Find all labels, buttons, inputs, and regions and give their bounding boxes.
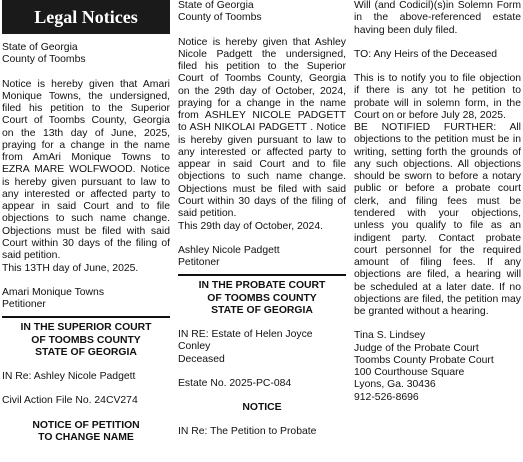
- notice-4-body-1: This is to notify you to file objection if there is any tot he petition to probate will in solemn form, in the Court on or before July 28, 2025.: [354, 73, 521, 121]
- column-3: [354, 0, 521, 462]
- notice-1-body: Notice is hereby given that Amari Monique Towns, the undersigned, filed his petition to the Superior Court of Toombs County, Georgia on the 13th day of June, 2025, praying for a change in the name from AmAri Monique Towns to EZRA MARE WOLFWOOD. Notice is hereby given pursuant to law to any interested or affected party to appear in said Court and to file objections to such name change. Objections must be filed with said Court within 30 days of the filing of said petition.: [2, 78, 170, 262]
- notice-2-court: IN THE SUPERIOR COURT OF TOOMBS COUNTY STATE OF GEORGIA: [20, 322, 152, 358]
- section-header: Legal Notices: [2, 0, 170, 34]
- notice-3-date: This 29th day of October, 2024.: [178, 220, 323, 232]
- notice-4-petition: IN Re: The Petition to Probate: [178, 426, 317, 438]
- notice-1-address: State of Georgia County of Toombs: [2, 42, 86, 66]
- notice-4-estate-number: Estate No. 2025-PC-084: [178, 377, 292, 389]
- notice-2-file-number: Civil Action File No. 24CV274: [2, 395, 138, 407]
- notice-1-date: This 13TH day of June, 2025.: [2, 262, 139, 274]
- notice-3-signer: Ashley Nicole Padgett Petitoner: [178, 244, 280, 269]
- notice-4-title: NOTICE: [242, 402, 282, 414]
- notice-1-signer: Amari Monique Towns Petitioner: [2, 286, 105, 311]
- divider: [2, 316, 170, 318]
- notice-3-body: Notice is hereby given that Ashley Nicole Padgett the undersigned, filed his petition to the Superior Court of Toombs County, Georgia on the 29th day of October, 2024, praying for a change in the name from ASHLEY NICOLE PADGETT to ASH NIKOLAI PADGETT . Notice is hereby given pursuant to law to any interested or affected party to appear in said Court and to file objections to such name change. Objections must be filed with said Court within 30 days of the filing of said petition.: [178, 36, 346, 220]
- notice-4-body-2: BE NOTIFIED FURTHER: All objections to the petition must be in writing, setting forth the grounds of any such objections. All objections should be sworn to before a notary public or before a probate court clerk, and filing fees must be tendered with your objections, unless you qualify to file as an indigent party. Contact probate court personnel for the required amount of filing fees. If any objections are filed, a hearing will be scheduled at a later date. If no objections are filed, the petition may be granted without a hearing.: [354, 122, 521, 318]
- column-2: [178, 0, 346, 462]
- column-1: [2, 0, 170, 462]
- notice-4-signer: Tina S. Lindsey Judge of the Probate Court Toombs County Probate Court 100 Courthouse Square Lyons, Ga. 30436 912-526-8696: [354, 330, 494, 403]
- divider: [178, 274, 346, 276]
- notice-2-title: NOTICE OF PETITION TO CHANGE NAME: [32, 419, 140, 443]
- notice-3-address: State of Georgia County of Toombs: [178, 0, 262, 24]
- notice-4-court: IN THE PROBATE COURT OF TOOMBS COUNTY STATE OF GEORGIA: [198, 280, 326, 316]
- notice-4-re: IN RE: Estate of Helen Joyce Conley Deceased: [178, 329, 313, 365]
- notice-4-continued: Will (and Codicil)(s)in Solemn Form in the above-referenced estate having been duly filed.: [354, 0, 521, 36]
- notice-2-re: IN Re: Ashley Nicole Padgett: [2, 371, 136, 383]
- notice-4-addressee: TO: Any Heirs of the Deceased: [354, 48, 498, 60]
